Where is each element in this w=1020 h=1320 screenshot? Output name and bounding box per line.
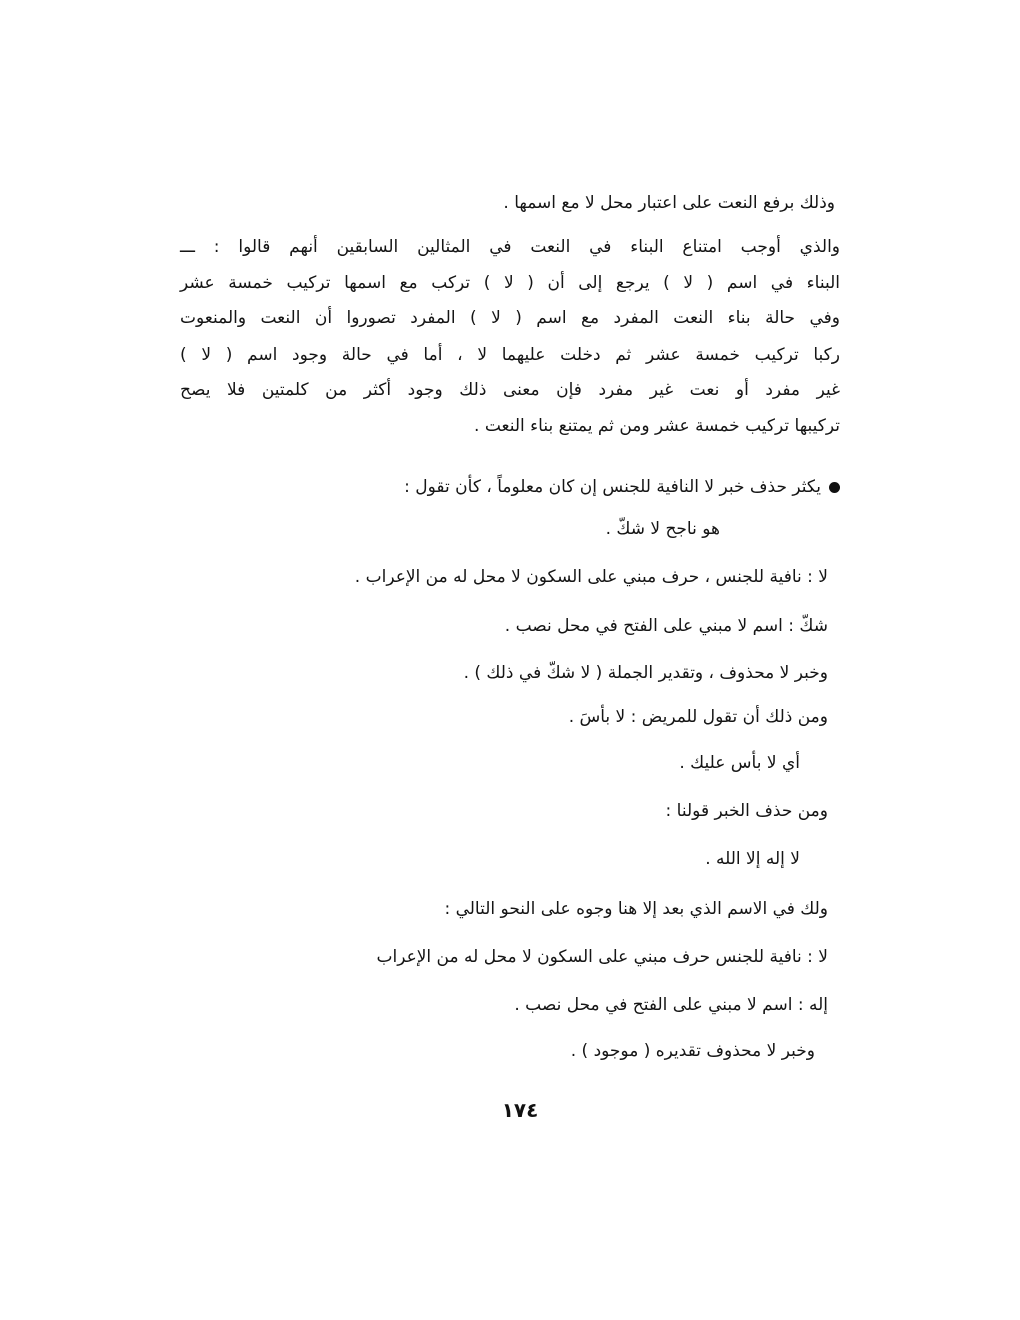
bullet-icon [829,482,840,493]
paragraph-reason-line-2: البناء في اسم ( لا ) يرجع إلى أن ( لا ) تركب مع اسمها تركيب خمسة عشر [180,273,840,293]
page-number: ١٧٤ [501,1098,539,1122]
paragraph-reason-line-3: وفي حالة بناء النعت المفرد مع اسم ( لا ) المفرد تصوروا أن النعت والمنعوت [180,308,840,328]
paragraph-reason-line-6: تركيبها تركيب خمسة عشر ومن ثم يمتنع بناء النعت . [474,416,840,436]
bullet-rule [404,476,840,498]
example-2-intro: ومن ذلك أن تقول للمريض : لا بأسَ . [568,707,828,727]
analysis-1-line-3: وخبر لا محذوف ، وتقدير الجملة ( لا شكّ في ذلك ) . [463,663,828,683]
example-3: لا إله إلا الله . [705,849,800,869]
analysis-3-intro: ولك في الاسم الذي بعد إلا هنا وجوه على النحو التالي : [444,899,828,919]
analysis-3-line-3: وخبر لا محذوف تقديره ( موجود ) . [570,1041,815,1061]
bullet-rule-text: يكثر حذف خبر لا النافية للجنس إن كان معلوماً ، كأن تقول : [404,477,821,497]
example-1: هو ناجح لا شكّ . [605,519,720,539]
example-3-intro: ومن حذف الخبر قولنا : [665,801,828,821]
analysis-1-line-1: لا : نافية للجنس ، حرف مبني على السكون لا محل له من الإعراب . [354,567,828,587]
example-2-meaning: أي لا بأس عليك . [679,753,800,773]
paragraph-reason-line-1: والذي أوجب امتناع البناء في النعت في المثالين السابقين أنهم قالوا : ـــ [180,237,840,257]
paragraph-reason-line-5: غير مفرد أو نعت غير مفرد فإن معنى ذلك وجود أكثر من كلمتين فلا يصح [180,380,840,400]
paragraph-intro-end: وذلك برفع النعت على اعتبار محل لا مع اسمها . [503,193,835,213]
analysis-1-line-2: شكّ : اسم لا مبني على الفتح في محل نصب . [504,616,828,636]
analysis-3-line-1: لا : نافية للجنس حرف مبني على السكون لا محل له من الإعراب [376,947,828,967]
analysis-3-line-2: إله : اسم لا مبني على الفتح في محل نصب . [514,995,828,1015]
paragraph-reason-line-4: ركبا تركيب خمسة عشر ثم دخلت عليهما لا ، أما في حالة وجود اسم ( لا ) [180,345,840,365]
